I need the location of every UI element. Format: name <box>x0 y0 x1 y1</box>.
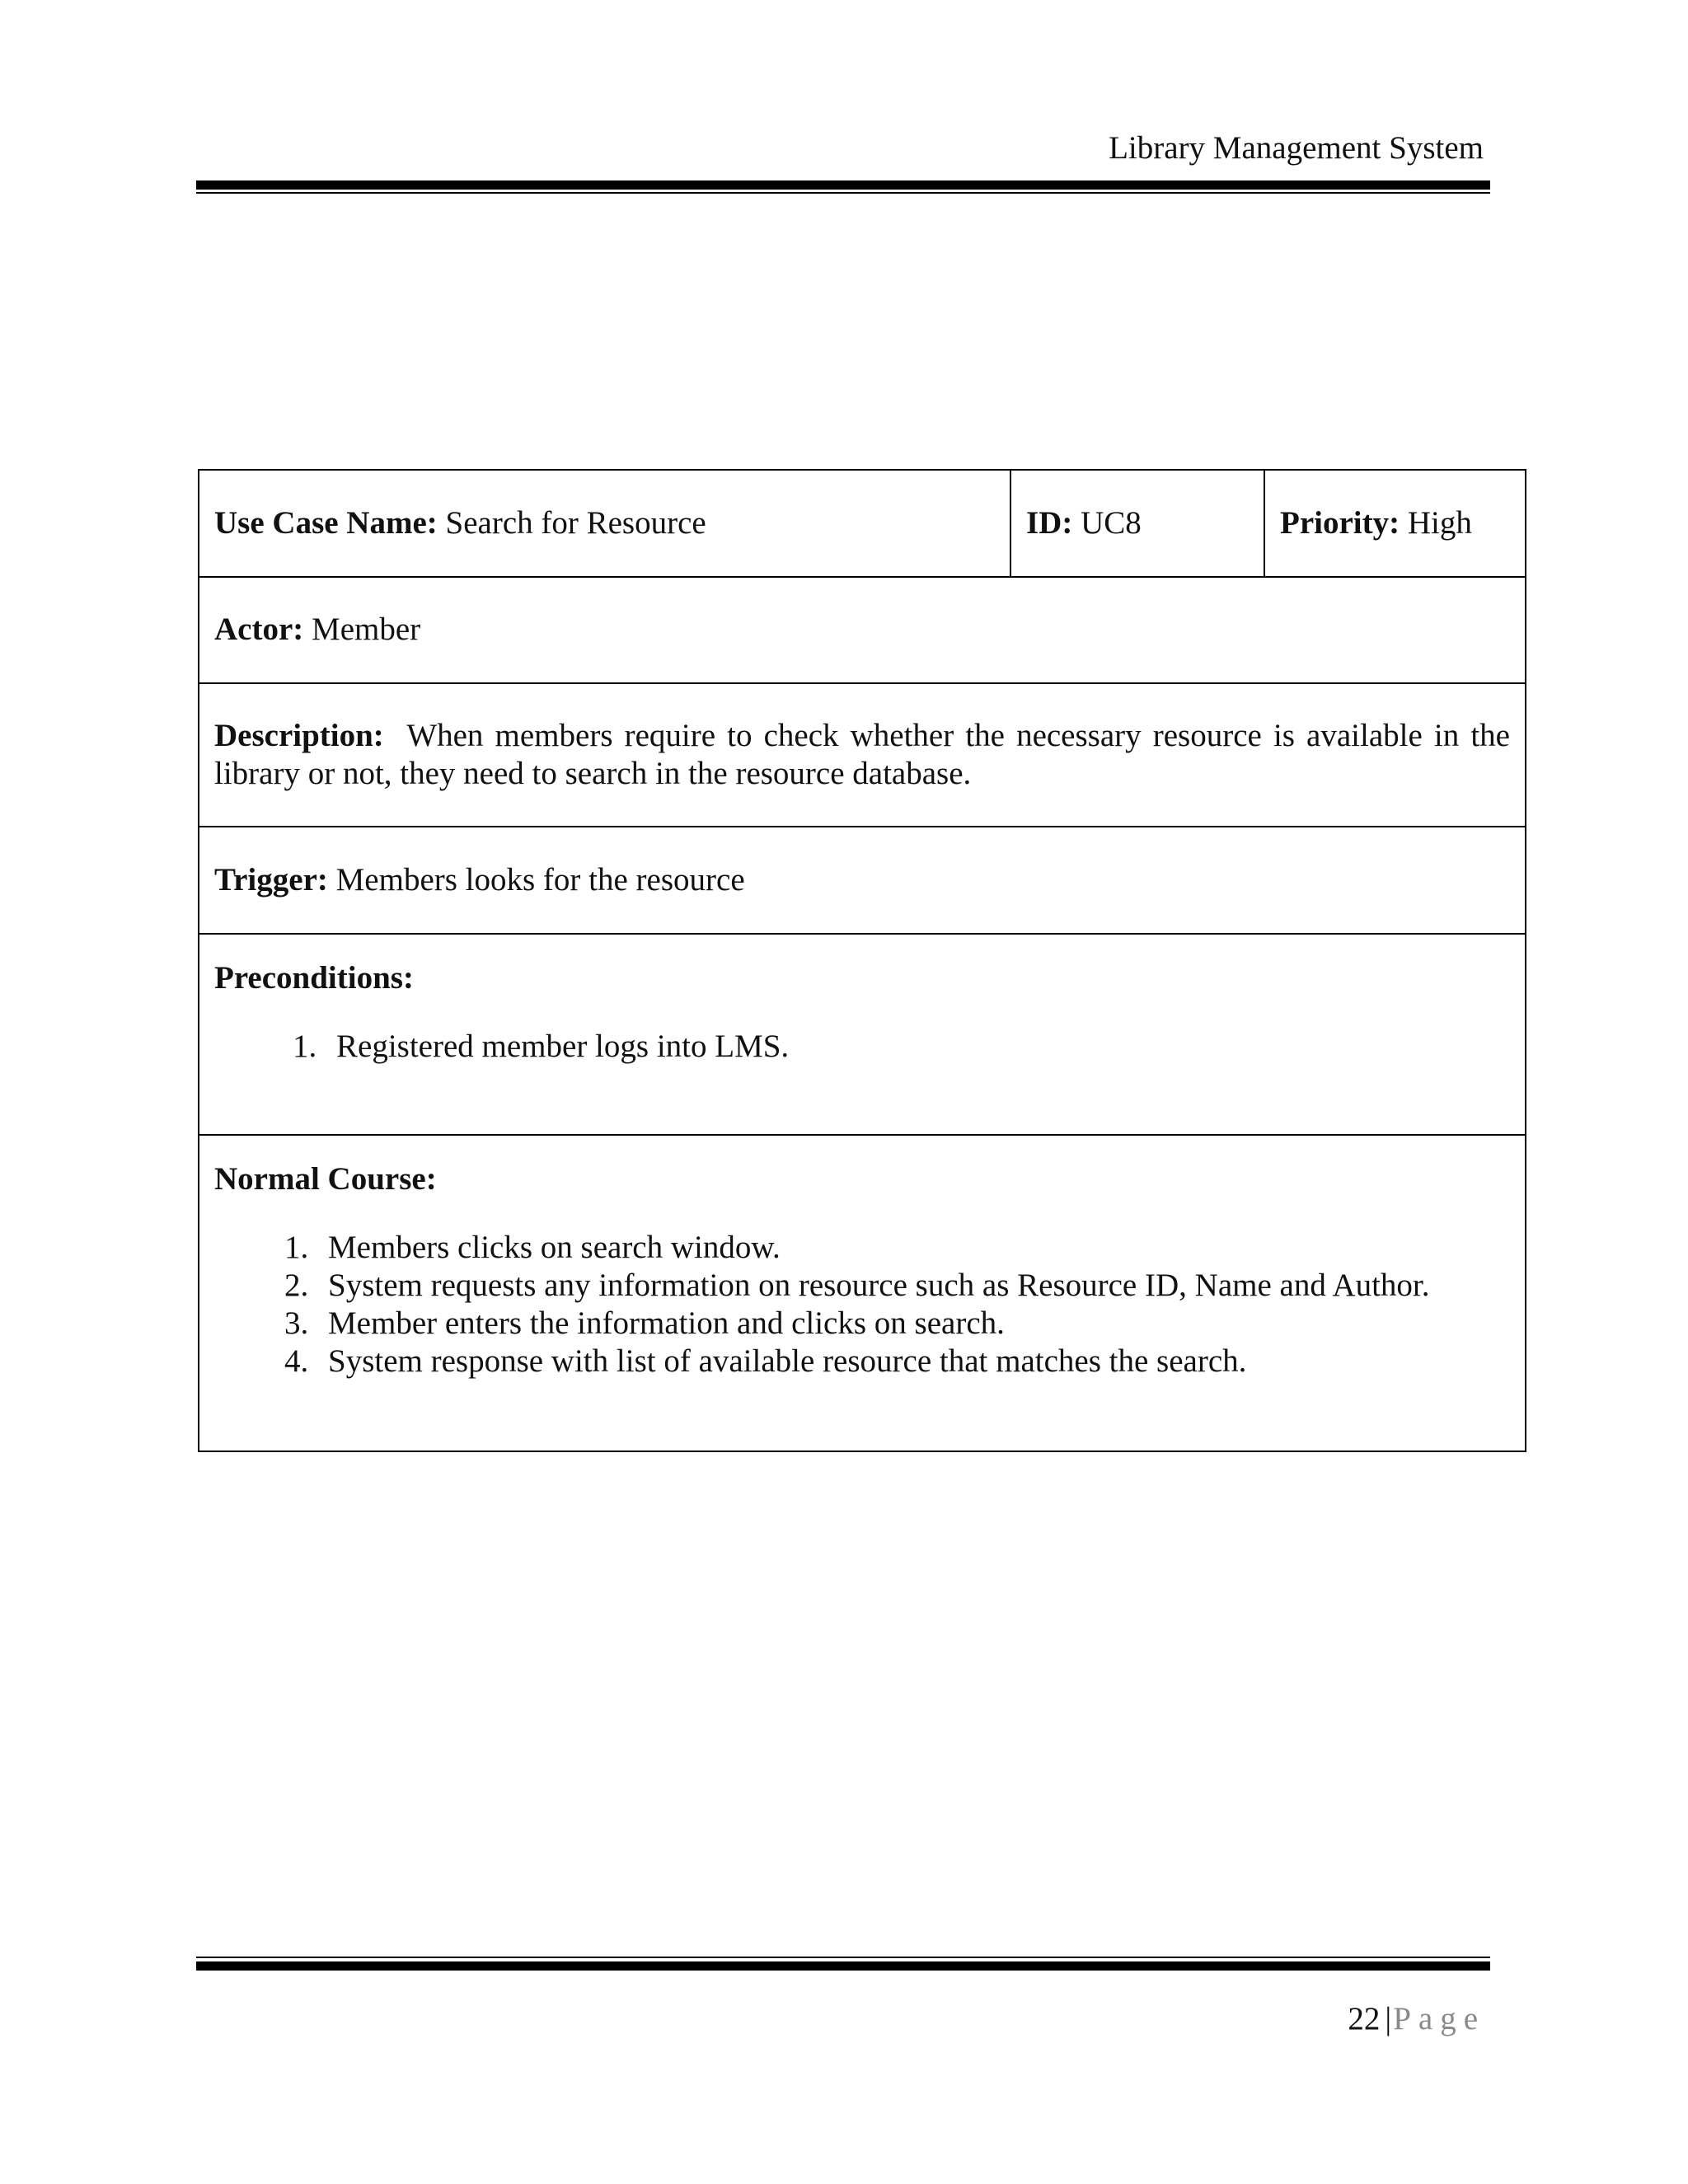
use-case-name-cell <box>199 470 1010 577</box>
normal-course-row <box>199 1135 1526 1451</box>
priority-value: High <box>1400 504 1472 541</box>
normal-course-step: 1. Members clicks on search window. <box>316 1229 1510 1267</box>
use-case-id-label: ID: <box>1026 504 1073 541</box>
normal-course-cell <box>199 1135 1526 1451</box>
trigger-label: Trigger: <box>214 861 328 898</box>
normal-course-step: 4. System response with list of available resource that matches the search. <box>316 1343 1510 1380</box>
actor-row <box>199 577 1526 683</box>
precondition-item: 1. Registered member logs into LMS. <box>325 1028 1510 1066</box>
normal-course-step: 2. System requests any information on resource such as Resource ID, Name and Author. <box>316 1267 1510 1305</box>
footer-rule-thick <box>196 1961 1490 1971</box>
use-case-table <box>198 469 1526 1452</box>
page-word: Page <box>1393 2001 1485 2036</box>
header-rule-thick <box>196 180 1490 190</box>
actor-value: Member <box>303 612 421 648</box>
actor-cell <box>199 577 1526 683</box>
footer-separator: | <box>1385 2001 1392 2036</box>
use-case-name-label: Use Case Name: <box>214 504 438 541</box>
priority-label: Priority: <box>1280 504 1400 541</box>
trigger-row <box>199 827 1526 934</box>
normal-course-label: Normal Course: <box>214 1161 437 1197</box>
trigger-cell <box>199 827 1526 934</box>
description-label: Description: <box>214 718 384 753</box>
header-rule-thin <box>196 192 1490 194</box>
normal-course-step: 3. Member enters the information and clicks on search. <box>316 1305 1510 1343</box>
trigger-value: Members looks for the resource <box>327 861 745 898</box>
use-case-header-row <box>199 470 1526 577</box>
description-row <box>199 683 1526 827</box>
footer-rule-thin <box>196 1957 1490 1958</box>
use-case-name-value: Search for Resource <box>437 504 706 541</box>
use-case-id-cell <box>1010 470 1264 577</box>
preconditions-cell <box>199 934 1526 1135</box>
preconditions-label: Preconditions: <box>214 960 414 996</box>
page-footer <box>1348 2003 1485 2035</box>
use-case-id-value: UC8 <box>1072 504 1142 541</box>
actor-label: Actor: <box>214 612 304 648</box>
normal-course-list <box>214 1229 1510 1380</box>
description-cell <box>199 683 1526 827</box>
running-header: Library Management System <box>1109 130 1484 166</box>
preconditions-list <box>214 1028 1510 1066</box>
use-case-priority-cell <box>1264 470 1526 577</box>
preconditions-row <box>199 934 1526 1135</box>
description-value: When members require to check whether the necessary resource is available in the library or not, they need to search in the resource database. <box>214 718 1518 791</box>
page-number: 22 <box>1348 2001 1381 2036</box>
